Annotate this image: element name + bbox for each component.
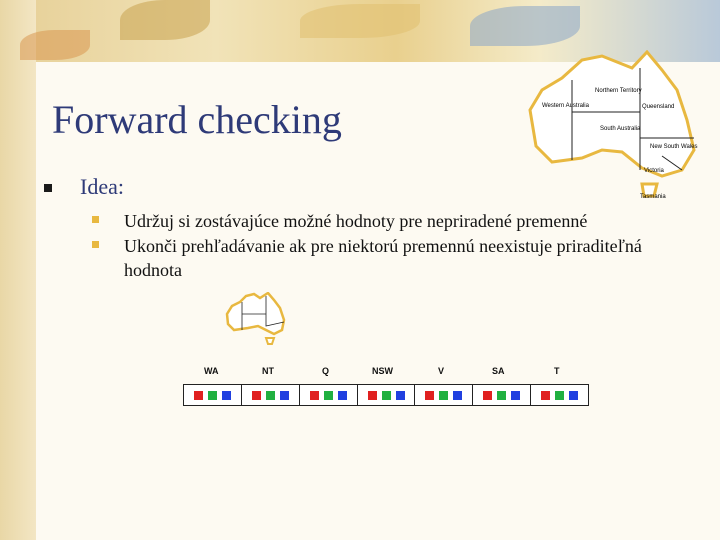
domain-blue [569, 391, 578, 400]
variable-label: T [554, 366, 560, 376]
bullet-square-icon [92, 241, 99, 248]
domain-green [497, 391, 506, 400]
domain-green [208, 391, 217, 400]
domain-green [324, 391, 333, 400]
map-label-v: Victoria [644, 168, 664, 174]
bullet-text: Idea: [80, 174, 124, 199]
domain-green [439, 391, 448, 400]
domain-cell [184, 385, 242, 405]
domain-blue [280, 391, 289, 400]
variable-label: V [438, 366, 445, 376]
variable-label: WA [204, 366, 219, 376]
domain-red [425, 391, 434, 400]
australia-map-icon [522, 50, 702, 210]
variable-label: Q [322, 366, 330, 376]
domain-cell [531, 385, 588, 405]
domain-red [541, 391, 550, 400]
domain-green [382, 391, 391, 400]
bullet-square-icon [44, 184, 52, 192]
leaf-decoration [120, 0, 210, 40]
domain-red [194, 391, 203, 400]
map-label-nsw: New South Wales [650, 144, 698, 150]
domain-cell [415, 385, 473, 405]
domain-cell [300, 385, 358, 405]
domain-cell [358, 385, 416, 405]
variable-labels [184, 366, 588, 382]
sub-bullet-text: Udržuj si zostávajúce možné hodnoty pre nepriradené premenné [124, 211, 588, 231]
map-label-q: Queensland [642, 104, 675, 110]
domain-red [310, 391, 319, 400]
domain-blue [338, 391, 347, 400]
slide-title: Forward checking [52, 97, 342, 142]
domain-blue [511, 391, 520, 400]
map-label-sa: South Australia [600, 126, 641, 132]
domain-table [183, 384, 589, 406]
domain-red [483, 391, 492, 400]
domain-green [555, 391, 564, 400]
australia-mini-map-icon [224, 292, 288, 348]
map-label-t: Tasmania [640, 194, 666, 200]
map-label-nt: Northern Territory [595, 88, 642, 94]
domain-red [368, 391, 377, 400]
domain-cell [473, 385, 531, 405]
domain-cell [242, 385, 300, 405]
leaf-decoration [300, 4, 420, 38]
domain-blue [222, 391, 231, 400]
variable-label: NT [262, 366, 274, 376]
variable-label: NSW [372, 366, 393, 376]
domain-blue [396, 391, 405, 400]
domain-red [252, 391, 261, 400]
leaf-decoration [470, 6, 580, 46]
domain-blue [453, 391, 462, 400]
map-label-wa: Western Australia [542, 103, 589, 109]
leaf-decoration [20, 30, 90, 60]
sub-bullet-text: Ukonči prehľadávanie ak pre niektorú premennú neexistuje priraditeľná hodnota [124, 236, 642, 280]
variable-label: SA [492, 366, 505, 376]
background-sidebar [0, 0, 36, 540]
domain-green [266, 391, 275, 400]
bullet-square-icon [92, 216, 99, 223]
